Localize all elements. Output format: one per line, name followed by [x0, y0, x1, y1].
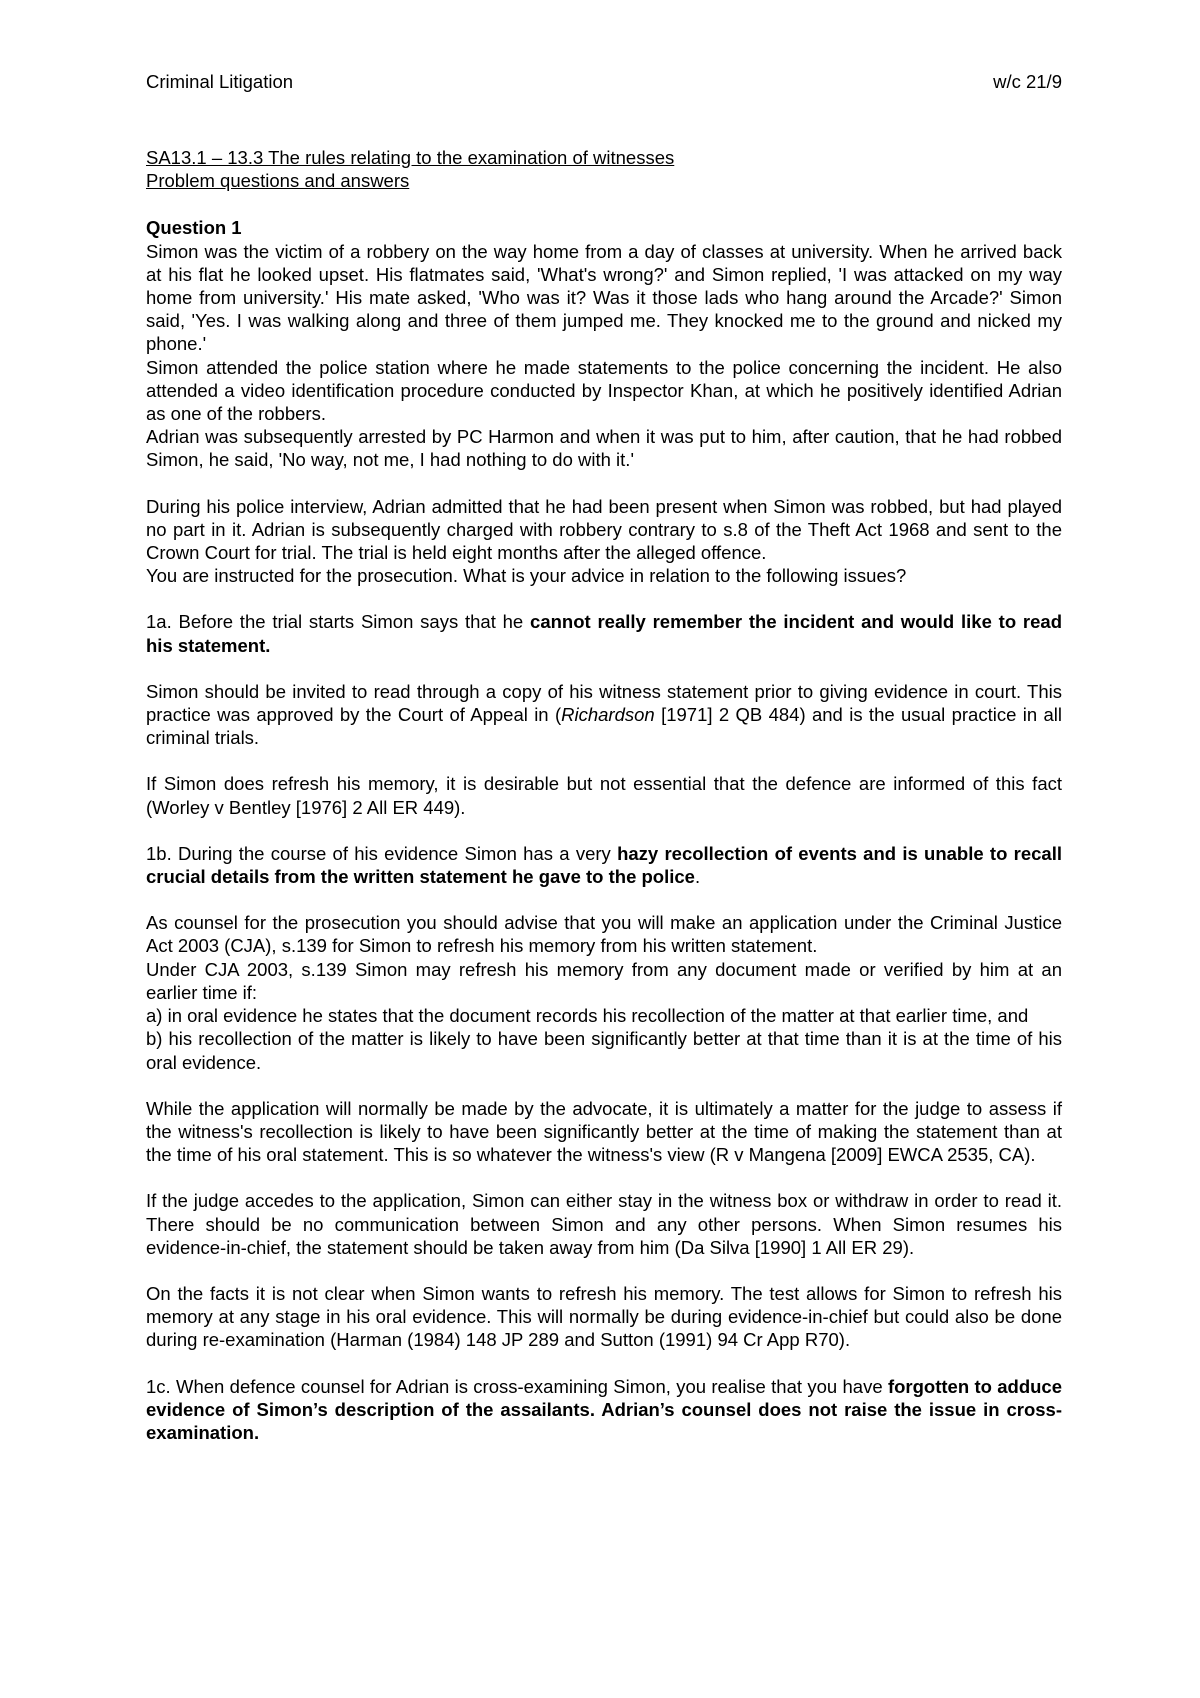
- facts-paragraph-5: You are instructed for the prosecution. What is your advice in relation to the following issues?: [146, 565, 907, 587]
- facts-paragraph-4: During his police interview, Adrian admitted that he had been present when Simon was robbed, but had played no part in it. Adrian is subsequently charged with robbery contrary to s.8 of the Theft Act 1968 and sent to the Crown Court for trial. The trial is held eight months after the alleged offence.: [146, 495, 1062, 564]
- answer-1b-paragraph-5: While the application will normally be made by the advocate, it is ultimately a matter for the judge to assess if the witness's recollection is likely to have been significantly better at the time of making the statement than at the time of his oral statement. This is so whatever the witness's view (R v Mangena [2009] EWCA 2535, CA).: [146, 1097, 1062, 1166]
- header-course-title: Criminal Litigation: [146, 71, 294, 92]
- answer-1b-paragraph-7: On the facts it is not clear when Simon wants to refresh his memory. The test allows for Simon to refresh his memory at any stage in his oral evidence. This will normally be during evidence-in-chief but could also be done during re-examination (Harman (1984) 148 JP 289 and Sutton (1991) 94 Cr App R70).: [146, 1282, 1062, 1351]
- sub-question-1b-suffix: .: [694, 866, 701, 888]
- answer-1a-paragraph-1: [146, 680, 1062, 750]
- page-header: [146, 70, 1062, 94]
- answer-1b-paragraph-1: As counsel for the prosecution you should advise that you will make an application under the Criminal Justice Act 2003 (CJA), s.139 for Simon to refresh his memory from his written statement.: [146, 912, 1062, 957]
- sub-question-1a-bold: cannot really remember the incident and would like to read his statement.: [146, 611, 1062, 656]
- document-page: [146, 70, 1062, 1444]
- answer-1b-condition-b: b) his recollection of the matter is likely to have been significantly better at that time than it is at the time of his oral evidence.: [146, 1028, 1062, 1073]
- sub-question-1b-bold: hazy recollection of events and is unable to recall crucial details from the written statement he gave to the police: [146, 842, 1063, 888]
- sub-question-1c-text: 1c. When defence counsel for Adrian is cross-examining Simon, you realise that you have: [146, 1375, 888, 1397]
- answer-1b-condition-a: a) in oral evidence he states that the document records his recollection of the matter at that earlier time, and: [146, 1005, 1029, 1027]
- sub-question-1a-text: 1a. Before the trial starts Simon says that he: [146, 611, 531, 633]
- answer-1b-paragraph-6: If the judge accedes to the application, Simon can either stay in the witness box or withdraw in order to read it. There should be no communication between Simon and any other persons. When Simon resumes his evidence-in-chief, the statement should be taken away from him (Da Silva [1990] 1 All ER 29).: [146, 1190, 1062, 1258]
- facts-paragraph-2: Simon attended the police station where he made statements to the police concerning the incident. He also attended a video identification procedure conducted by Inspector Khan, at which he positively identified Adrian as one of the robbers.: [146, 356, 1062, 425]
- header-week: w/c 21/9: [993, 71, 1062, 92]
- document-title: [146, 146, 1062, 192]
- answer-1a-text-a: Simon should be invited to read through a copy of his witness statement prior to giving evidence in court. This practice was approved by the Court of Appeal in (: [146, 680, 1062, 726]
- answer-1b-paragraph-2: Under CJA 2003, s.139 Simon may refresh his memory from any document made or verified by him at an earlier time if:: [146, 958, 1062, 1003]
- answer-1a-text-b: [1971] 2 QB 484) and is the usual practice in all criminal trials.: [146, 704, 1062, 749]
- sub-question-1c-bold: forgotten to adduce evidence of Simon’s description of the assailants. Adrian’s counsel does not raise the issue in cross-examination.: [146, 1375, 1063, 1443]
- case-name-richardson: Richardson: [561, 704, 655, 726]
- facts-paragraph-1: Simon was the victim of a robbery on the way home from a day of classes at university. When he arrived back at his flat he looked upset. His flatmates said, 'What's wrong?' and Simon replied, 'I was attacked on my way home from university.' His mate asked, 'Who was it? Was it those lads who hang around the Arcade?' Simon said, 'Yes. I was walking along and three of them jumped me. They knocked me to the ground and nicked my phone.': [146, 240, 1062, 355]
- facts-paragraph-3: Adrian was subsequently arrested by PC Harmon and when it was put to him, after caution, that he had robbed Simon, he said, 'No way, not me, I had nothing to do with it.': [146, 426, 1062, 471]
- sub-question-1a: [146, 610, 1062, 656]
- title-line-2: Problem questions and answers: [146, 170, 410, 192]
- sub-question-1b: [146, 842, 1062, 888]
- title-line-1: SA13.1 – 13.3 The rules relating to the examination of witnesses: [146, 147, 675, 168]
- sub-question-1b-text: 1b. During the course of his evidence Simon has a very: [146, 842, 618, 864]
- sub-question-1c: [146, 1375, 1062, 1445]
- answer-1a-paragraph-2: If Simon does refresh his memory, it is desirable but not essential that the defence are informed of this fact (Worley v Bentley [1976] 2 All ER 449).: [146, 773, 1062, 818]
- question-heading: Question 1: [146, 217, 242, 239]
